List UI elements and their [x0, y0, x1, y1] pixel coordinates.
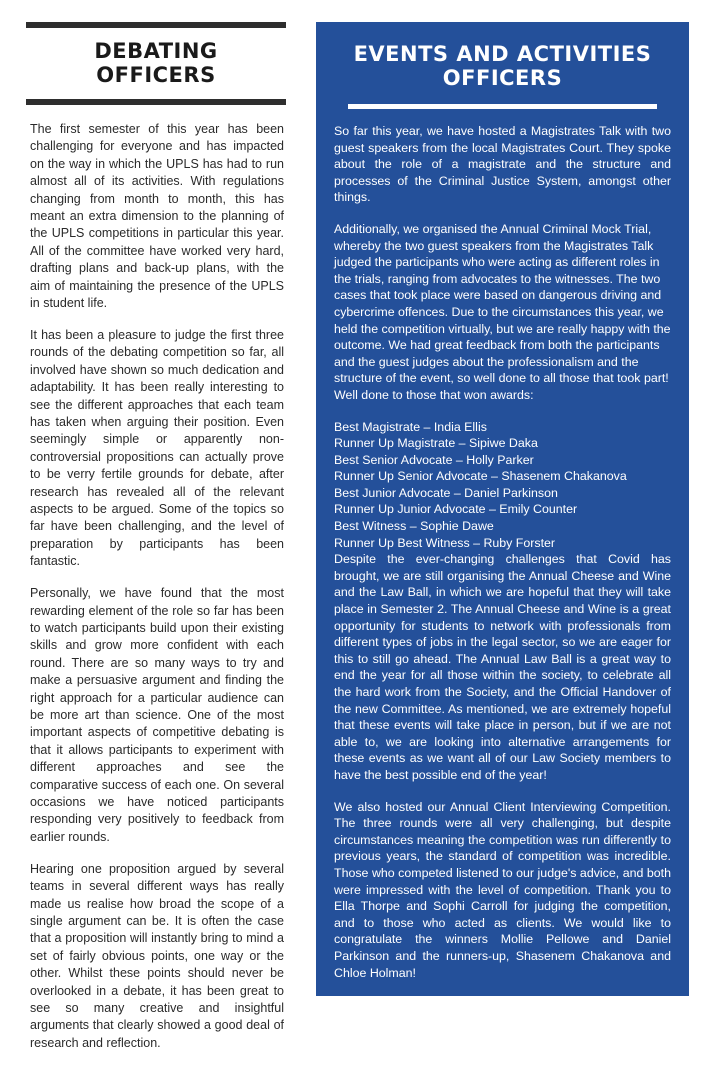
- title-underline-rule: [348, 104, 657, 109]
- debating-title-line2: OFFICERS: [96, 63, 216, 87]
- award-item: Runner Up Magistrate – Sipiwe Daka: [334, 436, 538, 451]
- award-item: Best Magistrate – India Ellis: [334, 419, 487, 434]
- events-title-line1: EVENTS AND ACTIVITIES: [353, 42, 652, 66]
- award-item: Best Senior Advocate – Holly Parker: [334, 452, 534, 467]
- award-item: Best Witness – Sophie Dawe: [334, 519, 494, 534]
- debating-paragraph: Personally, we have found that the most rewarding element of the role so far has been to watch participants build upon their existing skills and grow more confident with each round. There are so many ways to try and make a persuasive argument and finding the right approach for a particular audience can be more art than science. One of the most important aspects of competitive debating is that it allows participants to experiment with different approaches and see the comparative success of each one. On several occasions we have noticed participants responding very positively to feedback from earlier rounds.: [30, 586, 284, 844]
- events-activities-title: [334, 22, 671, 90]
- debating-article-body: [26, 121, 286, 1052]
- events-paragraph: Additionally, we organised the Annual Criminal Mock Trial, whereby the two guest speakers from the Magistrates Talk judged the participants who were acting as different roles in the trials, ranging from advocates to the witnesses. The two cases that took place were based on dangerous driving and cybercrime offences. Due to the circumstances this year, we held the competition virtually, but we are really happy with the outcome. We had great feedback from both the participants and the guest judges about the professionalism and the structure of the event, so well done to all those that took part! Well done to those that won awards:: [334, 221, 671, 402]
- events-article-body: [334, 123, 671, 981]
- events-activities-panel: [316, 22, 689, 996]
- events-paragraph: So far this year, we have hosted a Magistrates Talk with two guest speakers from the local Magistrates Court. They spoke about the role of a magistrate and the structure and processes of the Criminal Justice System, amongst other things.: [334, 124, 671, 205]
- debating-title-line1: DEBATING: [94, 39, 218, 63]
- debating-paragraph: Hearing one proposition argued by several teams in several different ways has really made us realise how broad the scope of a single argument can be. It is often the case that a proposition will instantly bring to mind a set of fairly obvious points, one way or the other. Whilst these points should never be overlooked in a debate, it has been great to see so many creative and insightful arguments that clearly showed a good deal of research and reflection.: [30, 861, 284, 1050]
- debating-paragraph: It has been a pleasure to judge the first three rounds of the debating competition so far, all involved have shown so much dedication and adaptability. It has been really interesting to see the different approaches that each team has taken when arguing their position. Even seemingly simple or apparently non-controversial propositions can actually prove to be verry fertile grounds for debate, after research has revealed all of the relevant aspects to be argued. Some of the topics so far have been challenging, and the level of preparation by participants has been fantastic.: [30, 327, 284, 569]
- award-item: Best Junior Advocate – Daniel Parkinson: [334, 485, 558, 500]
- events-paragraph: Despite the ever-changing challenges that Covid has brought, we are still organising the Annual Cheese and Wine and the Law Ball, in which we are hopeful that they will take place in Semester 2. The Annual Cheese and Wine is a great opportunity for students to network with professionals from different types of jobs in the legal sector, so we are eager for this to still go ahead. The Annual Law Ball is a great way to end the year for all those within the society, to celebrate all the hard work from the Society, and the Official Handover of the new Committee. As mentioned, we are extremely hopeful that these events will take place in person, but if we are not able to, we are looking into alternative arrangements for these events as we want all of our Law Society members to have the best possible end of the year!: [334, 552, 671, 782]
- debating-paragraph: The first semester of this year has been challenging for everyone and has impacted on the way in which the UPLS has had to run almost all of its activities. With regulations changing from month to month, this has meant an extra dimension to the planning of the UPLS competitions in particular this year. All of the committee have worked very hard, drafting plans and back-up plans, with the aim of maintaining the presence of the UPLS in student life.: [30, 122, 284, 311]
- debating-officers-section: [26, 22, 286, 1067]
- debating-officers-title: [26, 28, 286, 99]
- award-item: Runner Up Junior Advocate – Emily Counter: [334, 502, 578, 517]
- events-paragraph: We also hosted our Annual Client Interviewing Competition. The three rounds were all very challenging, but despite circumstances meaning the competition was run differently to previous years, the standard of competition was incredible. Those who competed listened to our judge's advice, and both were impressed with the level of competition. Thank you to Ella Thorpe and Sophi Carroll for judging the competition, and to those who acted as clients. We would like to congratulate the winners Mollie Pellowe and Daniel Parkinson and the runners-up, Shasenem Chakanova and Chloe Holman!: [334, 799, 671, 980]
- events-title-line2: OFFICERS: [442, 66, 563, 90]
- bottom-divider-bar: [26, 99, 286, 105]
- awards-list: [334, 419, 671, 552]
- award-item: Runner Up Best Witness – Ruby Forster: [334, 535, 556, 550]
- award-item: Runner Up Senior Advocate – Shasenem Chakanova: [334, 469, 627, 484]
